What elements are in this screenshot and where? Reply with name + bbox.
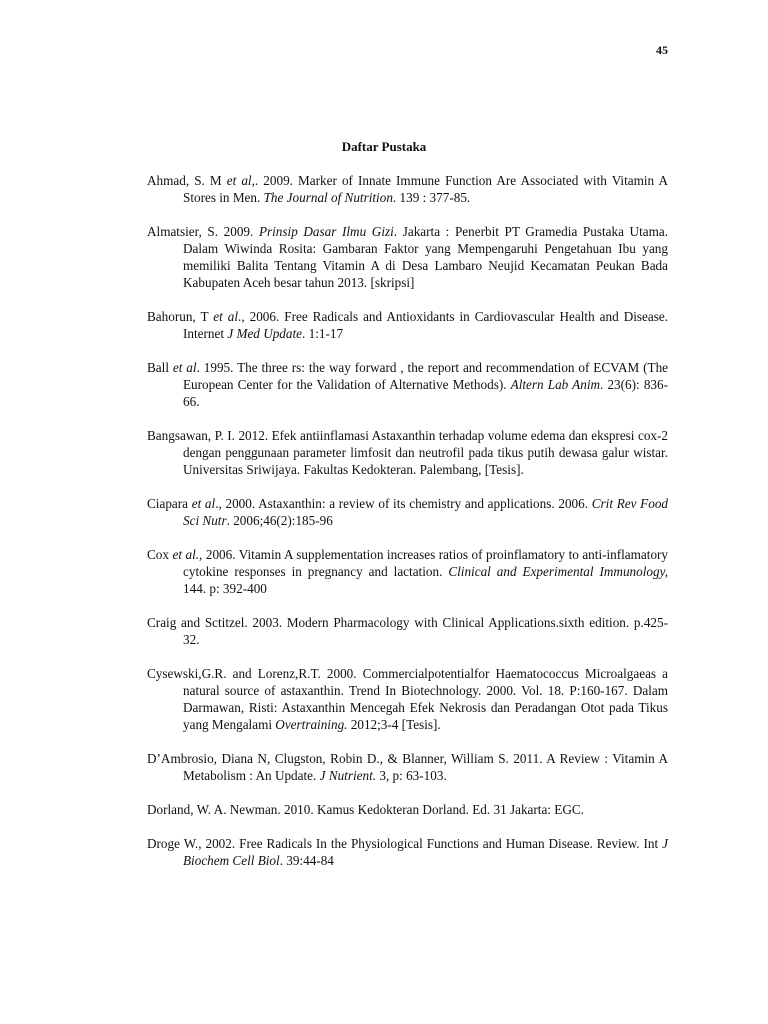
reference-italic-text: et al: [213, 309, 239, 324]
reference-entry: [147, 172, 668, 206]
reference-text: Ball: [147, 360, 173, 375]
reference-text: Bahorun, T: [147, 309, 214, 324]
reference-text: . 2006;46(2):185-96: [226, 513, 333, 528]
reference-text: Cox: [147, 547, 173, 562]
reference-italic-text: Overtraining.: [275, 717, 348, 732]
reference-text: 2012;3-4 [Tesis].: [347, 717, 441, 732]
reference-text: . Jakarta : Penerbit PT Gramedia Pustaka Utama. Dalam Wiwinda Rosita: Gambaran Faktor yang Mempengaruhi Pengetahuan Ibu yang memiliki Balita Tentang Vitamin A di Desa Lambaro Neujid Kecamatan Peukan Bada Kabupaten Aceh besar tahun 2013. [skripsi]: [183, 224, 669, 290]
reference-entry: [147, 614, 668, 648]
reference-entry: [147, 427, 668, 478]
reference-entry: [147, 546, 668, 597]
reference-entry: [147, 223, 668, 291]
reference-italic-text: Clinical and Experimental Immunology,: [448, 564, 668, 579]
reference-italic-text: et al: [226, 173, 252, 188]
reference-text: Craig and Sctitzel. 2003. Modern Pharmacology with Clinical Applications.sixth edition. p.425-32.: [147, 615, 668, 647]
reference-text: . 1995. The three rs: the way forward , the report and recommendation of ECVAM (The European Center for the Validation of Alternative Methods).: [183, 360, 669, 392]
reference-text: Ahmad, S. M: [147, 173, 227, 188]
reference-italic-text: The Journal of Nutrition: [263, 190, 393, 205]
reference-text: ., 2006. Free Radicals and Antioxidants in Cardiovascular Health and Disease. Internet: [183, 309, 669, 341]
reference-text: Cysewski,G.R. and Lorenz,R.T. 2000. Commercialpotentialfor Haematococcus Microalgaeas a natural source of astaxanthin. Trend In Biotechnology. 2000. Vol. 18. P:160-167. Dalam Darmawan, Risti: Astaxanthin Mencegah Efek Nekrosis dan Peradangan Otot pada Tikus yang Mengalami: [147, 666, 668, 732]
reference-italic-text: et al.,: [172, 547, 203, 562]
reference-text: Ciapara: [147, 496, 192, 511]
reference-italic-text: Crit Rev Food Sci Nutr: [183, 496, 669, 528]
reference-entry: [147, 835, 668, 869]
page-title: Daftar Pustaka: [341, 139, 427, 154]
reference-list: [147, 172, 668, 869]
reference-entry: [147, 665, 668, 733]
reference-entry: [147, 359, 668, 410]
reference-text: 144. p: 392-400: [183, 581, 267, 596]
reference-text: D’Ambrosio, Diana N, Clugston, Robin D., & Blanner, William S. 2011. A Review : Vitamin A Metabolism : An Update.: [147, 751, 668, 783]
reference-entry: [147, 750, 668, 784]
reference-entry: [147, 495, 668, 529]
reference-text: 3, p: 63-103.: [376, 768, 447, 783]
reference-text: Almatsier, S. 2009.: [147, 224, 259, 239]
reference-italic-text: et al: [172, 360, 197, 375]
reference-text: . 1:1-17: [302, 326, 344, 341]
reference-text: . 23(6): 836-66.: [183, 377, 668, 409]
reference-text: ., 2000. Astaxanthin: a review of its chemistry and applications. 2006.: [215, 496, 592, 511]
reference-italic-text: J Biochem Cell Biol: [183, 836, 668, 868]
reference-entry: [147, 308, 668, 342]
reference-entry: [147, 801, 668, 818]
reference-italic-text: Altern Lab Anim: [510, 377, 601, 392]
page-number: 45: [656, 43, 668, 57]
reference-text: . 39:44-84: [279, 853, 334, 868]
reference-italic-text: J Med Update: [227, 326, 303, 341]
reference-text: 2006. Vitamin A supplementation increases ratios of proinflamatory to anti-inflamatory cytokine responses in pregnancy and lactation.: [183, 547, 669, 579]
reference-text: Bangsawan, P. I. 2012. Efek antiinflamasi Astaxanthin terhadap volume edema dan ekspresi cox-2 dengan penggunaan parameter limfosit dan neutrofil pada tikus putih dewasa galur wistar. Universitas Sriwijaya. Fakultas Kedokteran. Palembang, [Tesis].: [147, 428, 668, 477]
reference-italic-text: et al: [191, 496, 216, 511]
reference-text: . 139 : 377-85.: [392, 190, 471, 205]
reference-italic-text: Prinsip Dasar Ilmu Gizi: [258, 224, 394, 239]
reference-text: Droge W., 2002. Free Radicals In the Physiological Functions and Human Disease. Review. Int: [147, 836, 663, 851]
reference-text: ,. 2009. Marker of Innate Immune Function Are Associated with Vitamin A Stores in Men.: [183, 173, 668, 205]
reference-text: Dorland, W. A. Newman. 2010. Kamus Kedokteran Dorland. Ed. 31 Jakarta: EGC.: [147, 802, 584, 817]
reference-italic-text: J Nutrient.: [319, 768, 377, 783]
